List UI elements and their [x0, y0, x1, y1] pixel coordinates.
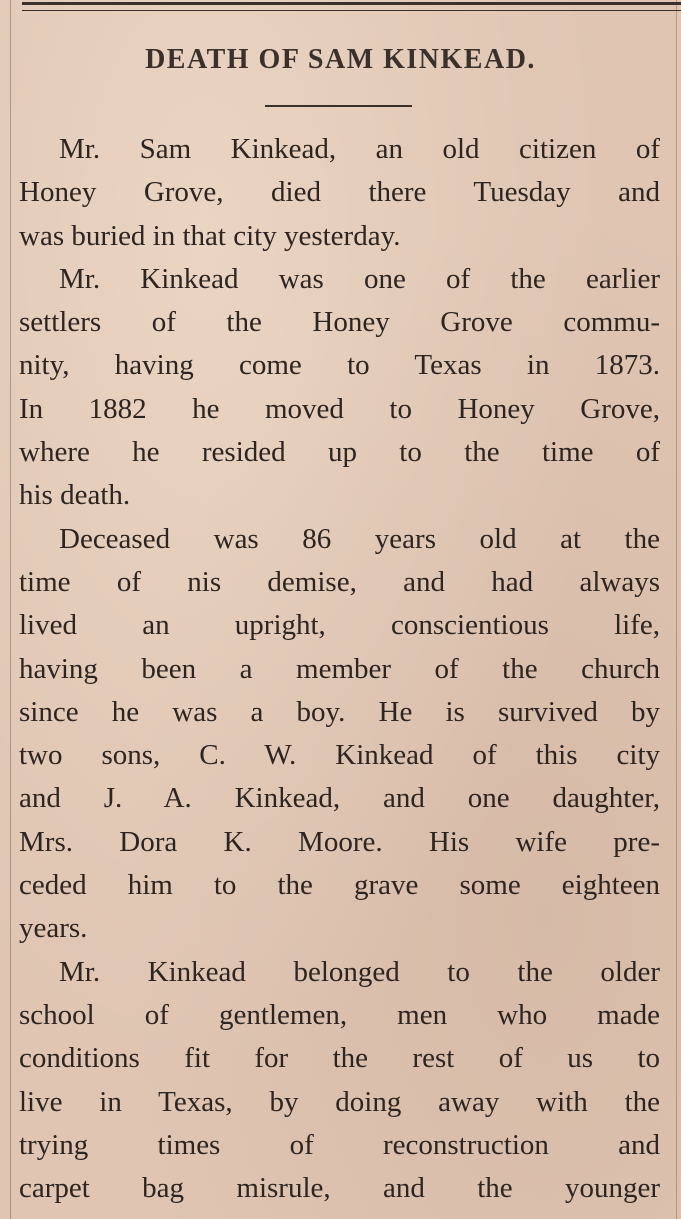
article-line: live in Texas, by doing away with the — [19, 1085, 660, 1118]
article-line: time of nis demise, and had always — [19, 565, 660, 598]
article-line: Deceased was 86 years old at the — [59, 522, 660, 555]
article-line: two sons, C. W. Kinkead of this city — [19, 739, 660, 772]
article-line: settlers of the Honey Grove commu- — [19, 306, 660, 339]
article-line: conditions fit for the rest of us to — [19, 1042, 660, 1075]
article-line: school of gentlemen, men who made — [19, 998, 660, 1031]
article-line: and J. A. Kinkead, and one daughter, — [19, 782, 660, 815]
article-line: trying times of reconstruction and — [19, 1128, 660, 1161]
article-line: was buried in that city yesterday. — [19, 219, 401, 252]
article-body — [19, 128, 660, 1210]
article-line: In 1882 he moved to Honey Grove, — [19, 392, 660, 425]
top-column-rule — [22, 2, 681, 11]
article-line: lived an upright, conscientious life, — [19, 609, 660, 642]
article-line: Mr. Kinkead belonged to the older — [59, 955, 660, 988]
article-line: since he was a boy. He is survived by — [19, 695, 660, 728]
article-line: nity, having come to Texas in 1873. — [19, 349, 660, 382]
headline-divider — [265, 105, 412, 107]
article-line: carpet bag misrule, and the younger — [19, 1172, 660, 1205]
article-line: Mr. Sam Kinkead, an old citizen of — [59, 133, 660, 165]
article-line: his death. — [19, 479, 131, 512]
article-line: Honey Grove, died there Tuesday and — [19, 176, 660, 209]
article-line: where he resided up to the time of — [19, 436, 660, 469]
article-line: years. — [19, 912, 88, 945]
left-column-rule — [10, 0, 11, 1219]
article-line: Mrs. Dora K. Moore. His wife pre- — [19, 825, 660, 858]
article-line: ceded him to the grave some eighteen — [19, 869, 660, 902]
article-line: Mr. Kinkead was one of the earlier — [59, 262, 660, 295]
article-line: having been a member of the church — [19, 652, 660, 685]
right-column-rule — [676, 0, 677, 1219]
article-headline: DEATH OF SAM KINKEAD. — [145, 44, 536, 75]
